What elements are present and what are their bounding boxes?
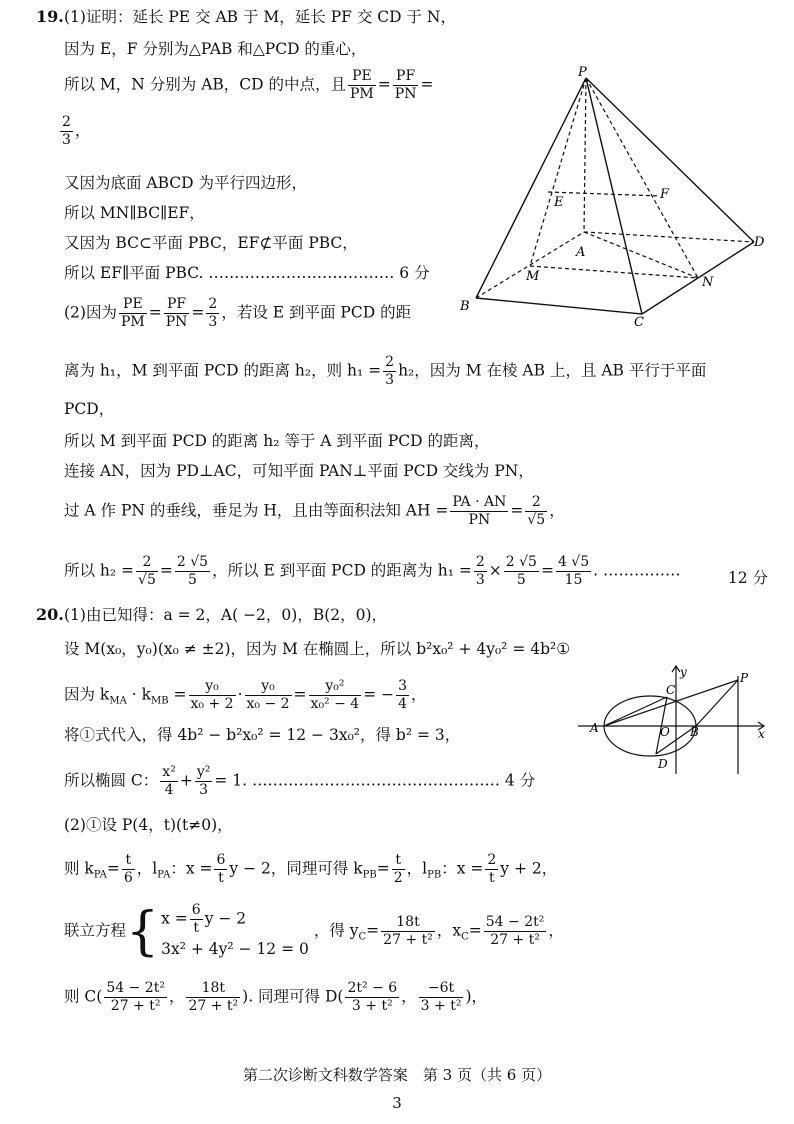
q19-line-12: 所以 M 到平面 PCD 的距离 h₂ 等于 A 到平面 PCD 的距离， — [64, 432, 490, 450]
edge-bc — [476, 298, 642, 314]
q19-line-3: 所以 M，N 分别为 AB，CD 的中点，且 $\frac{PE}{PM}$ = $\frac{PF}{PN}$ = — [64, 68, 434, 102]
q19-line-10: 离为 h₁，M 到平面 PCD 的距离 h₂，则 h₁ = $\frac{2}{3}$ h₂，因为 M 在棱 AB 上，且 AB 平行于平面 — [64, 354, 707, 388]
q19-line-7: 又因为 BC⊂平面 PBC，EF⊄平面 PBC， — [64, 234, 358, 252]
q19-line-2: 因为 E，F 分别为△PAB 和△PCD 的重心， — [64, 40, 367, 58]
line-ef — [548, 192, 660, 196]
label-C: C — [666, 683, 676, 697]
question-20-number: 20. — [36, 605, 64, 624]
page-number: 3 — [392, 1094, 402, 1112]
q19-line-6: 所以 MN∥BC∥EF， — [64, 204, 205, 222]
label-N: N — [702, 275, 714, 290]
label-D: D — [754, 235, 765, 250]
fraction: $\frac{PE}{PM}$ — [350, 68, 374, 102]
label-F: F — [660, 187, 670, 202]
q20-line-7: 则 $k_{PA}=$ $\frac{t}{6}$ ，$l_{PA}$：x = $\frac{6}{t}$ y − 2，同理可得 $k_{PB}=$ $\frac{t}{2}$ ，$l_{PB}$：x = $\frac{2}{t}$ y + 2， — [64, 852, 558, 886]
line-mn — [530, 266, 698, 278]
q20-line-8: 联立方程{ x = $\frac{6}{t}$ y − 2 3x² + 4y² − 12 = 0 ，得 $y_C=$ $\frac{18t}{\text{27 + t²}}$ ，$x_C=$ $\frac{\text{54 − 2t²}}{\text{27 + t²}}$ ， — [64, 901, 564, 962]
q19-line-14: 过 A 作 PN 的垂线，垂足为 H，且由等面积法知 AH = $\frac{PA \cdot AN}{PN}$ = $\frac{2}{√5}$ ， — [64, 494, 565, 528]
label-C: C — [634, 315, 644, 330]
label-x: x — [758, 727, 765, 741]
edge-ad — [584, 232, 754, 242]
q19-line-5: 又因为底面 ABCD 为平行四边形， — [64, 174, 308, 192]
q19-line-9: (2)因为 $\frac{PE}{PM}$ = $\frac{PF}{PN}$ = $\frac{2}{3}$ ，若设 E 到平面 PCD 的距 — [64, 296, 412, 330]
label-B: B — [690, 725, 699, 739]
q19-line-13: 连接 AN，因为 PD⊥AC，可知平面 PAN⊥平面 PCD 交线为 PN， — [64, 462, 534, 480]
question-19-number: 19. — [36, 7, 64, 26]
label-D: D — [658, 757, 668, 771]
fraction: $\frac{2}{3}$ — [62, 114, 71, 148]
label-y: y — [680, 665, 687, 679]
edge-pa — [584, 78, 586, 232]
q19-line-4: $\frac{2}{3}$ ， — [62, 114, 91, 148]
line-pn — [586, 78, 698, 278]
edge-pd — [586, 78, 754, 242]
q20-line-5: 所以椭圆 C： $\frac{\text{x²}}{4}$ + $\frac{\text{y²}}{3}$ = 1. ………………………………………… 4 分 — [64, 764, 536, 798]
q20-line-6: (2)①设 P(4，t)(t≠0)， — [64, 816, 233, 834]
page-footer: 第二次诊断文科数学答案 第 3 页（共 6 页） — [242, 1066, 552, 1084]
equation-system: x = $\frac{6}{t}$ y − 2 3x² + 4y² − 12 = 0 — [161, 902, 309, 958]
label-B: B — [460, 299, 470, 314]
q19-line-1: (1)证明：延长 PE 交 AB 于 M，延长 PF 交 CD 于 N， — [64, 8, 456, 26]
q20-line-3: 因为 $k_{MA} \cdot k_{MB}$ = $\frac{\text{y₀}}{\text{x₀ + 2}}$ · $\frac{\text{y₀}}{\text{x₀ − 2}}$ = $\frac{\text{y₀²}}{\text{x₀² − 4}}$ = − $\frac{3}{4}$ ， — [64, 678, 427, 712]
label-P: P — [740, 671, 749, 685]
q19-line-11: PCD， — [64, 400, 115, 418]
pyramid-figure — [446, 60, 776, 330]
fraction: $\frac{PF}{PN}$ — [394, 68, 417, 102]
label-A: A — [590, 721, 599, 735]
q19-score-12: 12 分 — [727, 569, 768, 587]
segment-ac — [604, 697, 667, 726]
edge-pc — [586, 78, 642, 314]
label-O: O — [660, 725, 670, 739]
system-brace: { — [126, 901, 160, 962]
q20-line-9: 则 C( $\frac{\text{54 − 2t²}}{\text{27 + t²}}$ ， $\frac{18t}{\text{27 + t²}}$ ). 同理可得 D( $\frac{\text{2t² − 6}}{\text{3 + t²}}$ ， $\frac{-6t}{\text{3 + t²}}$ )， — [64, 980, 487, 1014]
q20-line-1: (1)由已知得：a = 2，A( −2，0)，B(2，0)， — [64, 606, 388, 624]
ellipse-figure — [574, 664, 774, 776]
q20-line-4: 将①式代入，得 4b² − b²x₀² = 12 − 3x₀²，得 b² = 3， — [64, 726, 461, 744]
label-E: E — [554, 195, 564, 210]
q20-line-2: 设 M(x₀，y₀)(x₀ ≠ ±2)，因为 M 在椭圆上，所以 b²x₀² + 4y₀² = 4b²① — [64, 640, 571, 658]
label-M: M — [526, 269, 540, 284]
q19-line-8: 所以 EF∥平面 PBC. ……………………………… 6 分 — [64, 264, 430, 282]
q19-line-15: 所以 h₂ = $\frac{2}{√5}$ = $\frac{2 √5}{5}$ ，所以 E 到平面 PCD 的距离为 h₁ = $\frac{2}{3}$ × $\frac{2 √5}{5}$ = $\frac{4 √5}{15}$ . …………… — [64, 554, 681, 588]
label-A: A — [576, 245, 586, 260]
label-P: P — [578, 65, 587, 80]
